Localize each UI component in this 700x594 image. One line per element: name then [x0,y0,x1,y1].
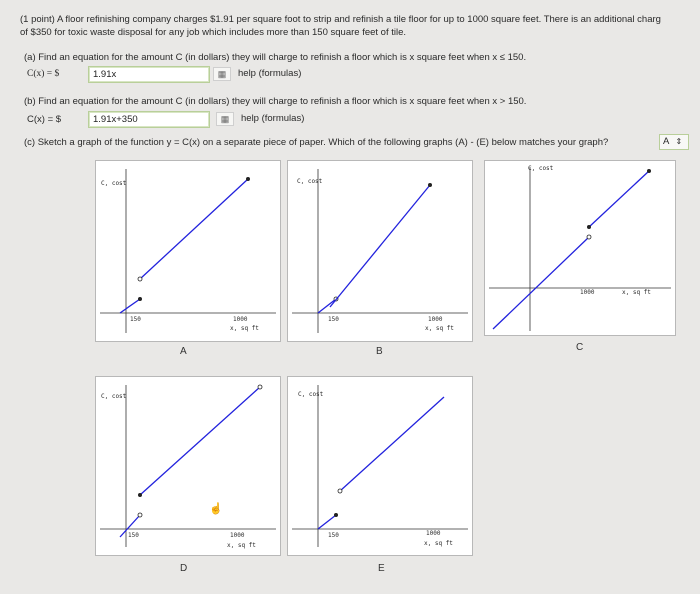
graph-e-tick-150: 150 [328,532,339,539]
question-line-1: (1 point) A floor refinishing company charges $1.91 per square foot to strip and refinish a tile floor for up to 1000 square feet. There is an additional charg [20,14,661,25]
graph-b-tick-150: 150 [328,316,339,323]
graph-e-ylabel: C, cost [298,391,324,398]
part-b-answer-input[interactable]: 1.91x+350 [88,111,210,128]
graph-a-ylabel: C, cost [101,180,127,187]
graph-a [95,160,281,342]
select-arrows-icon: ⇕ [675,137,683,146]
graph-c [484,160,676,336]
graph-a-tick-1000: 1000 [233,316,248,323]
graph-c-plot [485,161,675,335]
cursor-hand-icon: ☝ [209,503,223,515]
graph-d-letter: D [180,563,188,574]
graph-d-plot [96,377,280,555]
part-a-prompt: (a) Find an equation for the amount C (in dollars) they will charge to refinish a floor which is x square feet when x ≤ 150. [24,52,527,63]
question-line-2: of $350 for toxic waste disposal for any job which includes more than 150 square feet of tile. [20,27,407,38]
part-a-help-icon[interactable]: ▦ [213,67,231,81]
part-b-help-link[interactable]: help (formulas) [241,113,305,124]
part-a-help-link[interactable]: help (formulas) [238,68,302,79]
graph-d-ylabel: C, cost [101,393,127,400]
graph-c-tick-1000: 1000 [580,289,595,296]
part-b-prompt: (b) Find an equation for the amount C (in dollars) they will charge to refinish a floor which is x square feet when x > 150. [24,96,527,107]
graph-b-ylabel: C, cost [297,178,323,185]
part-a-lhs: C(x) = $ [27,69,60,79]
graph-e-tick-1000: 1000 [426,530,441,537]
graph-d-tick-150: 150 [128,532,139,539]
graph-a-letter: A [180,346,187,357]
graph-a-tick-150: 150 [130,316,141,323]
graph-d [95,376,281,556]
graph-d-tick-1000: 1000 [230,532,245,539]
graph-d-xlabel: x, sq ft [227,542,256,549]
part-c-prompt: (c) Sketch a graph of the function y = C(x) on a separate piece of paper. Which of the following graphs (A) - (E) below matches your graph? [24,137,609,148]
graph-c-xlabel: x, sq ft [622,289,651,296]
graph-b-tick-1000: 1000 [428,316,443,323]
part-b-help-icon[interactable]: ▦ [216,112,234,126]
graph-choice-value: A [663,136,669,147]
graph-choice-select[interactable] [659,134,689,150]
graph-b-plot [288,161,472,341]
graph-b-xlabel: x, sq ft [425,325,454,332]
graph-e-plot [288,377,472,555]
graph-c-letter: C [576,342,584,353]
graph-e-letter: E [378,563,385,574]
part-a-answer-input[interactable]: 1.91x [88,66,210,83]
graph-a-xlabel: x, sq ft [230,325,259,332]
graph-b [287,160,473,342]
graph-b-letter: B [376,346,383,357]
part-b-lhs: C(x) = $ [27,114,62,125]
graph-a-plot [96,161,280,341]
graph-e [287,376,473,556]
graph-c-ylabel: C, cost [528,165,554,172]
graph-e-xlabel: x, sq ft [424,540,453,547]
